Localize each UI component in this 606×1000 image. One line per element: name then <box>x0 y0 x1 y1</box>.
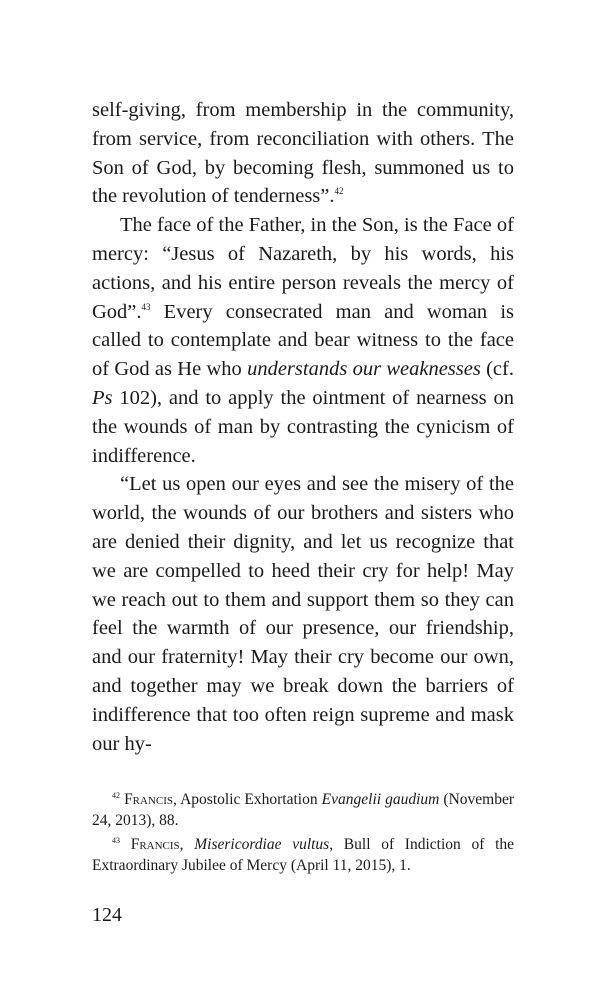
paragraph-2 <box>92 211 514 470</box>
footnote-42 <box>92 790 514 831</box>
paragraph-1-text: self-giving, from membership in the community, from service, from reconciliation with others. The Son of God, by becoming flesh, summoned us to the revolution of tenderness”. <box>92 99 514 208</box>
paragraph-2-part3: (cf. <box>480 358 514 381</box>
paragraph-3 <box>92 470 514 758</box>
paragraph-1 <box>92 96 514 211</box>
footnote-43-before-title: , <box>179 836 195 853</box>
footnote-43 <box>92 835 514 876</box>
footnote-43-title: Misericordiae vultus <box>194 836 330 853</box>
page-number: 124 <box>92 904 122 926</box>
footnote-42-author: Francis <box>124 791 174 808</box>
page-body <box>92 96 514 758</box>
paragraph-2-part2: Every consecrated man and woman is called to contemplate and bear witness to the face of God as He who <box>92 300 514 381</box>
footnote-42-number: 42 <box>112 790 120 800</box>
footnote-43-author: Francis <box>130 836 180 853</box>
paragraph-3-text: “Let us open our eyes and see the misery of the world, the wounds of our brothers and sisters who are denied their dignity, and let us recognize that we are compelled to heed their cry for help! May we reach out to them and support them so they can feel the warmth of our presence, our friendship, and our fraternity! May their cry become our own, and together may we break down the barriers of indifference that too often reign supreme and mask our hy- <box>92 473 514 755</box>
footnote-43-number: 43 <box>112 835 120 845</box>
paragraph-2-italic-ps: Ps <box>92 386 113 409</box>
footnote-42-after-title: (November 24, 2013), 88. <box>92 791 514 829</box>
footnote-ref-43[interactable]: 43 <box>141 301 151 312</box>
footnote-ref-42[interactable]: 42 <box>334 186 344 197</box>
footnote-43-after-title: , Bull of Indiction of the Extraordinary Jubilee of Mercy (April 11, 2015), 1. <box>92 836 515 874</box>
footnotes <box>92 790 514 880</box>
footnote-42-title: Evangelii gaudium <box>321 791 440 808</box>
paragraph-2-part1: The face of the Father, in the Son, is the Face of mercy: “Jesus of Nazareth, by his words, his actions, and his entire person reveals the mercy of God”. <box>92 214 514 323</box>
paragraph-2-italic-phrase: understands our weaknesses <box>247 358 481 381</box>
footnote-42-before-title: , Apostolic Exhortation <box>173 791 322 808</box>
paragraph-2-part4: 102), and to apply the ointment of nearness on the wounds of man by contrasting the cynicism of indifference. <box>92 386 514 467</box>
